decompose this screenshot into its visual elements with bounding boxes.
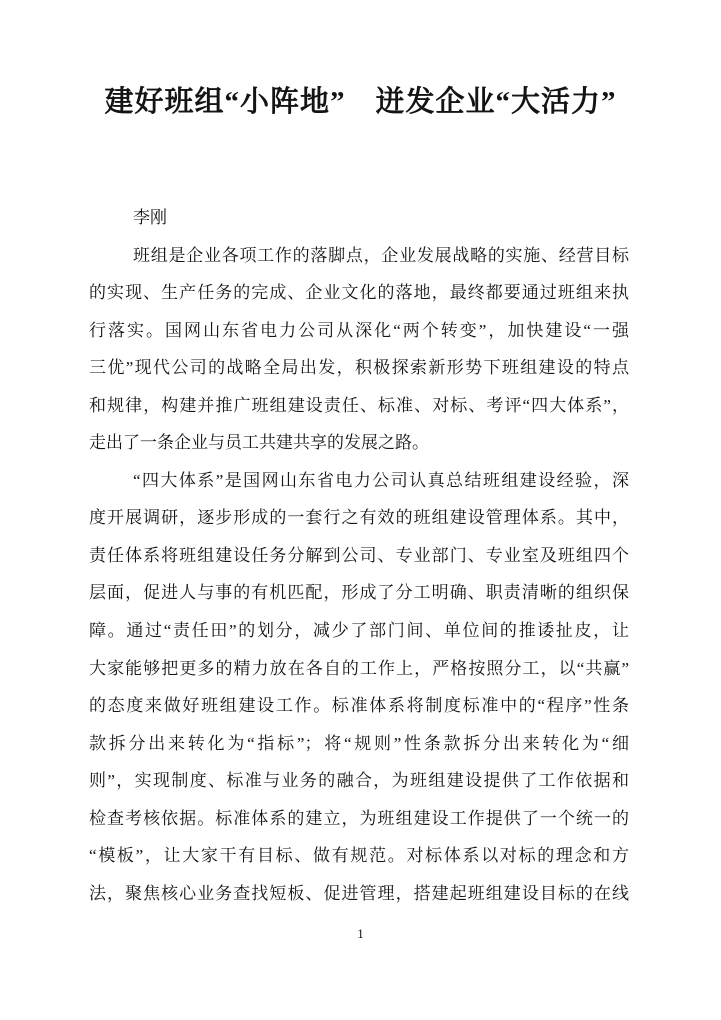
body-text-line: 和规律，构建并推广班组建设责任、标准、对标、考评“四大体系”， xyxy=(89,395,629,415)
body-text-line: 班组是企业各项工作的落脚点，企业发展战略的实施、经营目标 xyxy=(133,245,629,265)
body-text-line: 款拆分出来转化为“指标”；将“规则”性条款拆分出来转化为“细 xyxy=(89,733,629,753)
page-number: 1 xyxy=(357,926,364,941)
body-text-line: 责任体系将班组建设任务分解到公司、专业部门、专业室及班组四个 xyxy=(89,545,629,565)
body-text-line: 大家能够把更多的精力放在各自的工作上，严格按照分工，以“共赢” xyxy=(89,658,629,678)
body-text-line: “模板”，让大家干有目标、做有规范。对标体系以对标的理念和方 xyxy=(89,846,629,866)
document-body xyxy=(89,199,629,912)
body-text-line: 层面，促进人与事的有机匹配，形成了分工明确、职责清晰的组织保 xyxy=(89,583,629,603)
body-text-line: 行落实。国网山东省电力公司从深化“两个转变”，加快建设“一强 xyxy=(89,320,629,340)
body-text-line: 走出了一条企业与员工共建共享的发展之路。 xyxy=(89,433,429,453)
body-text-line: 的实现、生产任务的完成、企业文化的落地，最终都要通过班组来执 xyxy=(89,283,629,303)
body-text-line: 障。通过“责任田”的划分，减少了部门间、单位间的推诿扯皮，让 xyxy=(89,621,629,641)
body-text-line: 则”，实现制度、标准与业务的融合，为班组建设提供了工作依据和 xyxy=(89,771,629,791)
body-text-line: 法，聚焦核心业务查找短板、促进管理，搭建起班组建设目标的在线 xyxy=(89,883,629,903)
body-text-line: “四大体系”是国网山东省电力公司认真总结班组建设经验，深 xyxy=(133,470,629,490)
body-text-line: 度开展调研，逐步形成的一套行之有效的班组建设管理体系。其中， xyxy=(89,508,629,528)
document-title: 建好班组“小阵地” 迸发企业“大活力” xyxy=(104,86,617,118)
body-text-line: 三优”现代公司的战略全局出发，积极探索新形势下班组建设的特点 xyxy=(89,358,629,378)
body-text-line: 的态度来做好班组建设工作。标准体系将制度标准中的“程序”性条 xyxy=(89,696,629,716)
author-line: 李刚 xyxy=(133,208,167,227)
body-text-line: 检查考核依据。标准体系的建立，为班组建设工作提供了一个统一的 xyxy=(89,808,629,828)
